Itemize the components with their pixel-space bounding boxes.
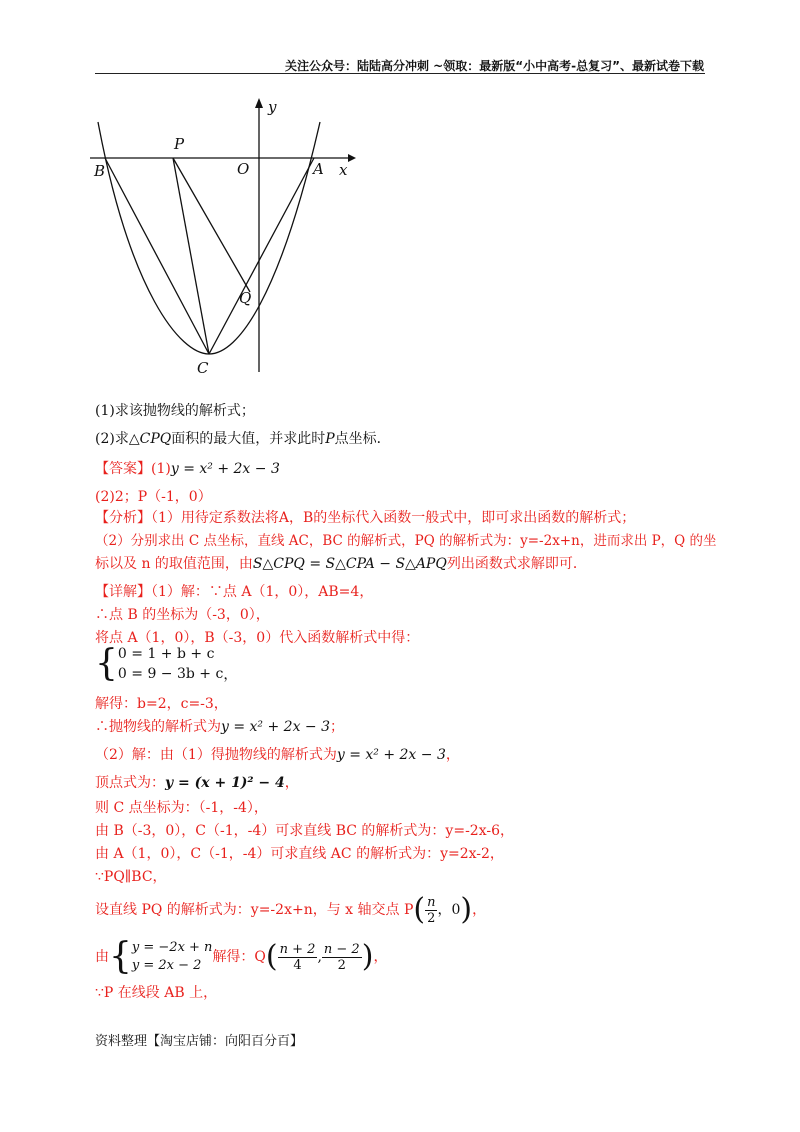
detail-line-13: 由{ y = −2x + n y = 2x − 2 解得：Q( $\frac{n + 2}{4}$ , $\frac{n - 2}{2}$ )， (95, 936, 388, 977)
question-1: (1)求该抛物线的解析式； (95, 403, 255, 419)
label-C: C (197, 359, 209, 377)
segment-BC (105, 158, 209, 354)
q2-point: P (325, 431, 335, 447)
q-y-num: n − 2 (323, 941, 360, 957)
detail-text-1: （1）解：∵点 A（1，0），AB=4， (151, 584, 374, 600)
label-y: y (268, 98, 277, 116)
segment-PC (173, 158, 209, 354)
detail-text-12a: 设直线 PQ 的解析式为：y=-2x+n，与 x 轴交点 P (95, 902, 414, 918)
detail-line-14: ∵P 在线段 AB 上， (95, 985, 218, 1001)
answer-line-2: (2)2；P（-1，0） (95, 489, 212, 505)
parabola-curve (98, 122, 320, 354)
detail-label: 【详解】 (95, 584, 151, 600)
equation-system-1 (95, 643, 238, 684)
segment-PQ (173, 158, 250, 292)
detail-line-4: 解得：b=2，c=-3， (95, 696, 228, 712)
analysis-text-1: （1）用待定系数法将A，B的坐标代入函数一般式中，即可求出函数的解析式； (151, 510, 636, 526)
segment-AC (209, 158, 314, 354)
detail-expr-6: y = x² + 2x − 3 (336, 747, 446, 763)
system-brace: { (95, 643, 118, 684)
detail-line-12: 设直线 PQ 的解析式为：y=-2x+n，与 x 轴交点 P( $\frac{n}{2}$ ，0)， (95, 892, 487, 927)
detail-text-13b: 解得：Q (212, 949, 266, 965)
analysis-line-1 (95, 509, 635, 527)
q2-suffix: 面积的最大值，并求此时 (171, 431, 326, 447)
detail-text-6b: ， (445, 747, 460, 763)
page-footer: 资料整理【淘宝店铺：向阳百分百】 (95, 1034, 304, 1049)
answer-expr1: y = x² + 2x − 3 (170, 461, 280, 477)
detail-line-6 (95, 746, 460, 764)
header-divider (95, 73, 705, 74)
frac-den-2: 2 (427, 910, 436, 926)
x-axis-arrow (348, 154, 356, 162)
q2-end: 点坐标． (334, 431, 391, 447)
system2-eq1: y = −2x + n (131, 940, 213, 955)
detail-line-2: ∴点 B 的坐标为（-3，0）， (95, 607, 270, 623)
detail-expr-7: y = (x + 1)² − 4 (165, 775, 285, 791)
analysis-line-3 (95, 555, 587, 573)
analysis-text-3a: 标以及 n 的取值范围，由 (95, 556, 253, 572)
parabola-figure (90, 92, 370, 392)
q-y-den: 2 (337, 957, 346, 973)
detail-line-9: 由 B（-3，0），C（-1，-4）可求直线 BC 的解析式为：y=-2x-6， (95, 823, 514, 839)
q2-prefix: (2)求 (95, 431, 129, 447)
detail-text-7a: 顶点式为： (95, 775, 165, 791)
page-header: 关注公众号：陆陆高分冲刺 ~领取：最新版“小中高考-总复习”、最新试卷下载 (285, 59, 704, 73)
detail-text-5b: ； (330, 719, 345, 735)
system1-eq2: 0 = 9 − 3b + c (117, 666, 224, 682)
analysis-area-expr: S△CPQ = S△CPA − S△APQ (252, 556, 447, 572)
detail-expr-5: y = x² + 2x − 3 (221, 719, 331, 735)
system1-end: ， (223, 667, 238, 683)
frac-num-n: n (427, 894, 436, 910)
analysis-text-3b: 列出函数式求解即可． (446, 556, 587, 572)
q-x-num: n + 2 (279, 941, 316, 957)
detail-text-5a: ∴抛物线的解析式为 (95, 719, 221, 735)
detail-line-1 (95, 583, 373, 601)
y-axis-arrow (255, 98, 263, 108)
label-Q: Q (239, 289, 252, 307)
label-O: O (237, 160, 250, 178)
label-P: P (174, 135, 185, 153)
detail-text-12c: ， (472, 902, 487, 918)
label-A: A (313, 160, 324, 178)
detail-line-7 (95, 774, 299, 792)
question-2 (95, 430, 391, 448)
system2-eq2: y = 2x − 2 (131, 958, 202, 973)
q2-triangle: △CPQ (128, 431, 172, 447)
q-x-den: 4 (293, 957, 302, 973)
system1-eq1: 0 = 1 + b + c (117, 646, 215, 662)
answer-part1: (1) (151, 461, 171, 477)
detail-line-11: ∵PQ∥BC， (95, 869, 167, 885)
analysis-line-2: （2）分别求出 C 点坐标，直线 AC，BC 的解析式，PQ 的解析式为：y=-2x+n，进而求出 P，Q 的坐 (95, 533, 717, 549)
label-B: B (94, 162, 106, 180)
detail-line-10: 由 A（1，0），C（-1，-4）可求直线 AC 的解析式为：y=2x-2， (95, 846, 504, 862)
detail-text-7b: ， (284, 775, 299, 791)
detail-line-5 (95, 718, 344, 736)
detail-text-13a: 由 (95, 949, 109, 965)
analysis-label: 【分析】 (95, 510, 151, 526)
answer-line-1 (95, 460, 280, 478)
detail-text-6a: （2）解：由（1）得抛物线的解析式为 (95, 747, 337, 763)
detail-line-8: 则 C 点坐标为：（-1，-4）， (95, 800, 268, 816)
label-x: x (339, 161, 348, 179)
answer-label: 【答案】 (95, 461, 151, 477)
detail-text-12b: ，0 (437, 902, 461, 918)
detail-line-3: 将点 A（1，0），B（-3，0）代入函数解析式中得： (95, 630, 420, 646)
detail-text-13c: ， (373, 949, 388, 965)
